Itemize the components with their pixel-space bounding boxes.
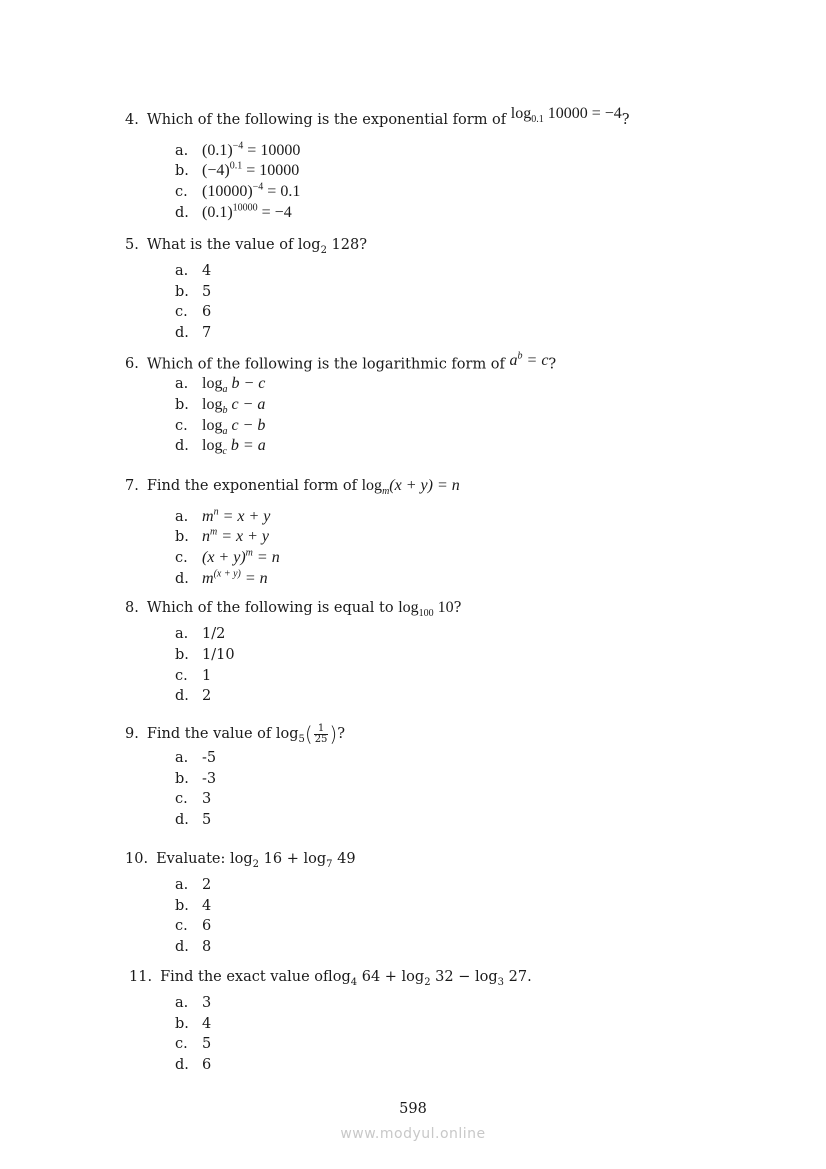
option-d[interactable]: d. 6: [175, 1056, 212, 1073]
question-stem: 11. Find the exact value oflog$_4$ $64 + \log_2 32 - \log_3 27$.: [129, 969, 532, 988]
question-11: [129, 967, 532, 1076]
option-c[interactable]: c. 1: [175, 667, 212, 684]
question-6: [125, 350, 556, 457]
question-number: 4.: [125, 112, 139, 128]
option-list: [125, 261, 367, 344]
fraction: $\frac{1}{25}$: [314, 722, 328, 745]
option-a[interactable]: a. 3: [175, 994, 212, 1011]
option-b[interactable]: b. 1/10: [175, 646, 235, 663]
question-number: 8.: [125, 600, 139, 616]
option-c[interactable]: c. 5: [175, 1036, 212, 1053]
question-stem: 8. Which of the following is equal to $\log_{100} 10$?: [125, 599, 462, 620]
question-stem: [125, 476, 460, 502]
question-stem: 6. Which of the following is the logarithmic form of $a^b = c$?: [125, 351, 557, 373]
option-a[interactable]: a. 2: [175, 876, 212, 893]
question-stem: 5. What is the value of $\log_2 128$?: [125, 237, 368, 256]
option-c[interactable]: c. $(10000)^{-4} = 0.1$: [175, 181, 301, 200]
question-5: [125, 235, 367, 344]
option-b[interactable]: b. $\log_b c - a$: [175, 396, 266, 417]
option-c[interactable]: c. $\log_a c - b$: [175, 416, 266, 437]
question-stem: 10. Evaluate: $\log_2 16 + \log_7 49$: [125, 851, 356, 870]
question-10: [125, 849, 356, 958]
question-text: Which of the following is the exponential form of: [146, 112, 507, 128]
question-8: [125, 598, 461, 707]
option-b[interactable]: b. 5: [175, 283, 212, 300]
option-d[interactable]: d. $(0.1)^{10000} = -4$: [175, 202, 292, 221]
question-text: Evaluate: log: [156, 851, 253, 867]
option-a[interactable]: a. $m^n = x + y$: [175, 506, 271, 525]
question-stem: 9. Find the value of $\log_5$( $\frac{1}{25}$ )?: [125, 722, 346, 746]
option-list: [125, 136, 630, 219]
math-expression: $\log_m(x + y) = n$: [361, 477, 460, 498]
option-b[interactable]: b. 4: [175, 897, 212, 914]
option-list: [125, 875, 356, 958]
option-d[interactable]: d. 5: [175, 812, 212, 829]
question-text: Find the value of log: [146, 726, 299, 742]
watermark: www.modyul.online: [340, 1126, 486, 1142]
question-text: Find the exact value oflog: [160, 969, 351, 985]
question-text: Which of the following is the logarithmic form of: [146, 356, 505, 373]
option-d[interactable]: d. $m^{(x + y)} = n$: [175, 568, 268, 587]
option-list: [129, 993, 532, 1076]
question-9: [125, 720, 345, 831]
option-c[interactable]: c. $(x + y)^m = n$: [175, 547, 280, 566]
question-number: 11.: [129, 969, 153, 985]
option-c[interactable]: c. 3: [175, 791, 212, 808]
question-number: 7.: [125, 478, 139, 494]
question-text: Which of the following is equal to: [146, 600, 394, 616]
page-number: 598: [399, 1101, 427, 1117]
option-list: [125, 748, 345, 831]
question-4: [125, 105, 630, 221]
option-a[interactable]: a. 4: [175, 262, 212, 279]
question-number: 5.: [125, 237, 139, 253]
math-expression: $a^b = c$: [509, 351, 549, 370]
option-d[interactable]: d. 7: [175, 324, 212, 341]
option-list: [125, 502, 460, 585]
question-7: [125, 476, 460, 585]
question-number: 10.: [125, 851, 149, 867]
math-expression: $\log_{100} 10$: [398, 599, 454, 620]
option-a[interactable]: a. $(0.1)^{-4} = 10000$: [175, 140, 301, 159]
option-d[interactable]: d. $\log_c b = a$: [175, 437, 266, 458]
option-b[interactable]: b. $n^m = x + y$: [175, 526, 270, 546]
option-list: [125, 374, 556, 457]
option-b[interactable]: b. 4: [175, 1015, 212, 1032]
option-d[interactable]: d. 8: [175, 938, 212, 955]
question-stem: 4. Which of the following is the exponential form of $\log_{0.1} 10000 = -4$?: [125, 105, 630, 128]
question-number: 9.: [125, 726, 139, 742]
option-b[interactable]: b. -3: [175, 770, 217, 787]
option-b[interactable]: b. $(-4)^{0.1} = 10000$: [175, 160, 300, 180]
math-expression: $\log_{0.1} 10000 = -4$: [510, 105, 622, 126]
option-c[interactable]: c. 6: [175, 918, 212, 935]
option-a[interactable]: a. $\log_a b - c$: [175, 375, 266, 396]
option-a[interactable]: a. -5: [175, 750, 217, 766]
question-text: Find the exponential form of: [146, 478, 357, 494]
option-c[interactable]: c. 6: [175, 304, 212, 321]
option-d[interactable]: d. 2: [175, 688, 212, 705]
question-number: 6.: [125, 356, 139, 373]
option-a[interactable]: a. 1/2: [175, 626, 226, 643]
option-list: [125, 624, 461, 707]
question-text: What is the value of log: [146, 237, 321, 253]
